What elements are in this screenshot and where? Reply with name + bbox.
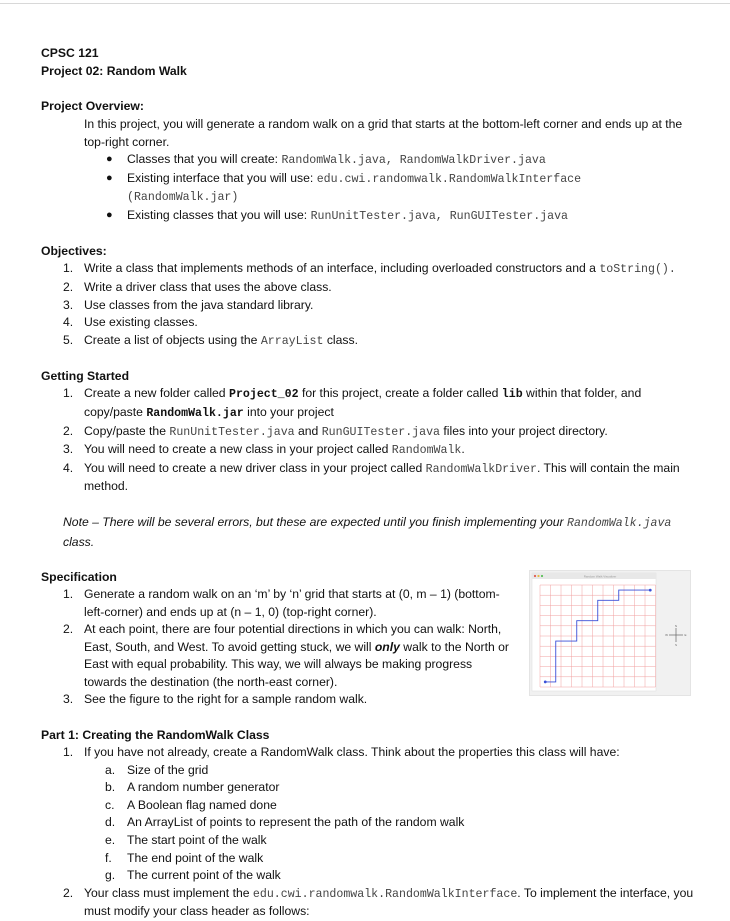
list-item: 4. You will need to create a new driver class in your project called RandomWalkDriver. This will contain the main method.: [63, 460, 680, 494]
list-item: g. The current point of the walk: [105, 868, 281, 883]
list-item: ● Existing classes that you will use: RunUnitTester.java, RunGUITester.java: [106, 207, 569, 223]
bullet-icon: ●: [106, 171, 113, 184]
part1-sublist: [41, 762, 696, 885]
objectives-section: [41, 242, 696, 350]
window-maximize-icon: [541, 575, 543, 577]
compass-east: E: [684, 633, 687, 637]
window-minimize-icon: [537, 575, 539, 577]
specification-list: [41, 586, 511, 709]
bullet-icon: ●: [106, 153, 113, 165]
list-item: ● Existing interface that you will use: edu.cwi.randomwalk.RandomWalkInterface (RandomWalk.jar): [106, 170, 582, 205]
list-item: 3. You will need to create a new class in your project called RandomWalk.: [63, 442, 465, 458]
list-item: ● Classes that you will create: RandomWalk.java, RandomWalkDriver.java: [106, 152, 546, 167]
list-item: 2. Your class must implement the edu.cwi.randomwalk.RandomWalkInterface. To implement the interface, you must modify your class header as follows:: [63, 885, 694, 919]
list-item: 1. Write a class that implements methods of an interface, including overloaded constructors and a toString().: [63, 261, 676, 277]
walk-start-point: [544, 681, 547, 684]
random-walk-svg: [530, 571, 690, 695]
part1-heading: Part 1: Creating the RandomWalk Class: [41, 728, 270, 743]
compass-icon: [665, 624, 686, 647]
list-item: b. A random number generator: [105, 780, 280, 795]
objectives-list: [41, 260, 696, 350]
compass-north: N: [674, 624, 678, 628]
course-title: CPSC 121: [41, 46, 99, 60]
project-title: Project 02: Random Walk: [41, 64, 187, 78]
list-item: 5. Create a list of objects using the ArrayList class.: [63, 332, 358, 348]
objectives-heading: Objectives:: [41, 244, 107, 259]
compass-west: W: [665, 633, 668, 637]
overview-text: In this project, you will generate a random walk on a grid that starts at the bottom-left corner and ends up at the top-right corner.: [84, 117, 683, 149]
list-item: 1. If you have not already, create a RandomWalk class. Think about the properties this class will have:: [63, 745, 620, 760]
list-item: 2. Copy/paste the RunUnitTester.java and RunGUITester.java files into your project directory.: [63, 423, 608, 439]
random-walk-figure: [529, 570, 691, 696]
list-item: 2. Write a driver class that uses the above class.: [63, 279, 332, 294]
getting-started-list: [41, 385, 696, 496]
list-item: 2. At each point, there are four potential directions in which you can walk: North, East, South, and West. To avoid getting stuck, we will only walk to the North or East with equal probability. This way, we will always be making progress towards the destination (the north-east corner).: [63, 622, 509, 689]
overview-section: [41, 97, 696, 225]
top-border: [0, 3, 730, 4]
part1-section: [41, 726, 696, 921]
list-item: 3. Use classes from the java standard library.: [63, 297, 314, 312]
document-page: [41, 44, 696, 921]
compass-south: S: [674, 643, 678, 647]
getting-started-heading: Getting Started: [41, 369, 130, 384]
walk-end-point: [649, 589, 652, 592]
part1-list: [41, 744, 696, 762]
list-item: 1. Create a new folder called Project_02 for this project, create a folder called lib within that folder, and copy/paste RandomWalk.jar into your project: [63, 386, 642, 420]
overview-heading: Project Overview:: [41, 99, 144, 113]
note-text: Note – There will be several errors, but these are expected until you finish implementing your RandomWalk.java class.: [63, 514, 672, 549]
window-title: Random Walk Visualizer: [583, 574, 617, 579]
list-item: c. A Boolean flag named done: [105, 797, 277, 812]
bullet-icon: ●: [106, 208, 113, 221]
list-item: d. An ArrayList of points to represent the path of the random walk: [105, 815, 465, 830]
overview-bullets: [41, 151, 696, 225]
list-item: a. Size of the grid: [105, 762, 209, 777]
list-item: e. The start point of the walk: [105, 833, 267, 848]
list-item: f. The end point of the walk: [105, 850, 264, 865]
list-item: 4. Use existing classes.: [63, 315, 198, 330]
part1-list-continued: [41, 885, 696, 921]
getting-started-section: [41, 367, 696, 551]
specification-heading: Specification: [41, 569, 117, 584]
list-item: 1. Generate a random walk on an ‘m’ by ‘n’ grid that starts at (0, m – 1) (bottom-left-corner) and ends up at (n – 1, 0) (top-right corner).: [63, 586, 500, 619]
window-close-icon: [534, 575, 536, 577]
list-item: 3. See the figure to the right for a sample random walk.: [63, 692, 368, 707]
